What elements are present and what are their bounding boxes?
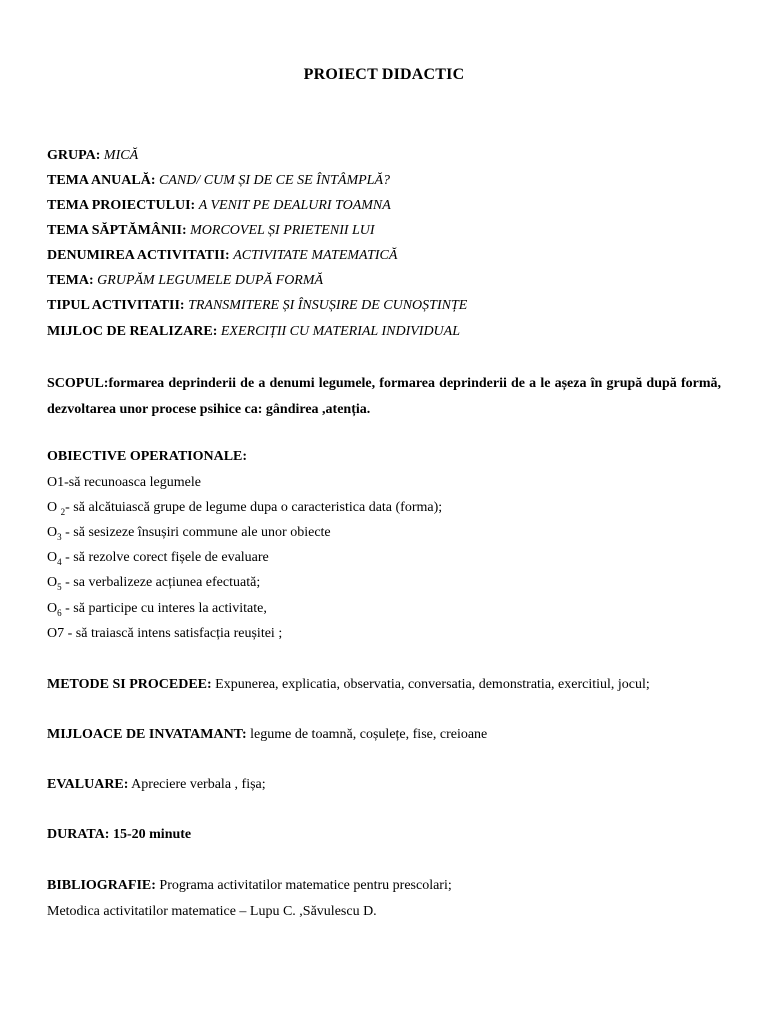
objective-code: O (47, 500, 61, 515)
objective-text: -să recunoasca legumele (64, 475, 201, 490)
field-value: MICĂ (103, 148, 139, 163)
objective-text: - sa verbalizeze acțiunea efectuată; (61, 575, 261, 590)
field-value: A VENIT PE DEALURI TOAMNA (198, 198, 391, 213)
field-value: TRANSMITERE ȘI ÎNSUȘIRE DE CUNOȘTINȚE (188, 298, 468, 313)
field-label: TEMA ANUALĂ: (47, 173, 156, 188)
field-label: MIJLOC DE REALIZARE: (47, 324, 218, 339)
objective-text: - să rezolve corect fișele de evaluare (61, 550, 269, 565)
objective-item (47, 474, 201, 496)
field-label: TEMA: (47, 273, 94, 288)
field-denumirea-activitatii (47, 247, 397, 265)
field-label: GRUPA: (47, 148, 101, 163)
objective-sub: 3 (57, 531, 62, 542)
field-grupa (47, 147, 138, 165)
objective-item (47, 574, 260, 596)
field-label: TEMA PROIECTULUI: (47, 198, 196, 213)
field-value: MORCOVEL ȘI PRIETENII LUI (190, 223, 375, 238)
field-tema (47, 272, 323, 290)
section-label: EVALUARE: (47, 777, 129, 792)
objective-code: O (47, 525, 58, 540)
objective-sub: 4 (57, 556, 62, 567)
objective-item (47, 549, 269, 571)
objective-code: O (47, 601, 58, 616)
objective-text: - să sesizeze însușiri commune ale unor obiecte (61, 525, 331, 540)
objective-text: - să participe cu interes la activitate, (61, 601, 267, 616)
objective-code: O7 (47, 626, 65, 641)
field-mijloc-de-realizare (47, 323, 460, 341)
scop-paragraph: SCOPUL:formarea deprinderii de a denumi legumele, formarea deprinderii de a le așeza în grupă după formă, dezvoltarea unor procese psihice ca: gândirea ,atenția. (47, 376, 721, 417)
objective-item (47, 499, 442, 521)
bibliografie-line2: Metodica activitatilor matematice – Lupu C. ,Săvulescu D. (47, 904, 377, 919)
objective-sub: 2 (60, 506, 66, 517)
section-evaluare (47, 776, 266, 794)
document-title: PROIECT DIDACTIC (303, 66, 465, 83)
section-value: legume de toamnă, coșulețe, fise, creioane (246, 727, 488, 742)
field-value: CAND/ CUM ȘI DE CE SE ÎNTÂMPLĂ? (159, 173, 391, 188)
field-label: TEMA SĂPTĂMÂNII: (47, 223, 187, 238)
field-label: TIPUL ACTIVITATII: (47, 298, 185, 313)
objective-text: - să traiască intens satisfacția reușitei ; (64, 626, 283, 641)
objective-text: - să alcătuiască grupe de legume dupa o caracteristica data (forma); (65, 500, 443, 515)
field-value: ACTIVITATE MATEMATICĂ (233, 248, 398, 263)
field-label: DENUMIREA ACTIVITATII: (47, 248, 230, 263)
objective-item (47, 524, 331, 546)
section-value: Apreciere verbala , fișa; (128, 777, 266, 792)
field-value: GRUPĂM LEGUMELE DUPĂ FORMĂ (97, 273, 324, 288)
section-metode (47, 676, 650, 694)
field-tema-saptamanii (47, 222, 375, 240)
objective-code: O1 (47, 475, 65, 490)
field-tema-proiectului (47, 197, 391, 215)
objective-code: O (47, 575, 58, 590)
section-label: DURATA: 15-20 minute (47, 827, 192, 842)
field-tema-anuala (47, 172, 390, 190)
section-label: MIJLOACE DE INVATAMANT: (47, 727, 247, 742)
field-tipul-activitatii (47, 297, 467, 315)
section-mijloace (47, 726, 487, 744)
objective-sub: 6 (57, 607, 62, 618)
section-bibliografie (47, 877, 452, 895)
objectives-heading: OBIECTIVE OPERATIONALE: (47, 449, 248, 464)
section-value: Expunerea, explicatia, observatia, conversatia, demonstratia, exercitiul, jocul; (211, 677, 650, 692)
section-label: BIBLIOGRAFIE: (47, 878, 156, 893)
objective-item (47, 625, 282, 647)
section-label: METODE SI PROCEDEE: (47, 677, 212, 692)
objective-item (47, 600, 267, 622)
objective-code: O (47, 550, 58, 565)
section-value: Programa activitatilor matematice pentru prescolari; (155, 878, 452, 893)
objective-sub: 5 (57, 581, 62, 592)
section-durata (47, 826, 191, 844)
field-value: EXERCIȚII CU MATERIAL INDIVIDUAL (220, 324, 461, 339)
